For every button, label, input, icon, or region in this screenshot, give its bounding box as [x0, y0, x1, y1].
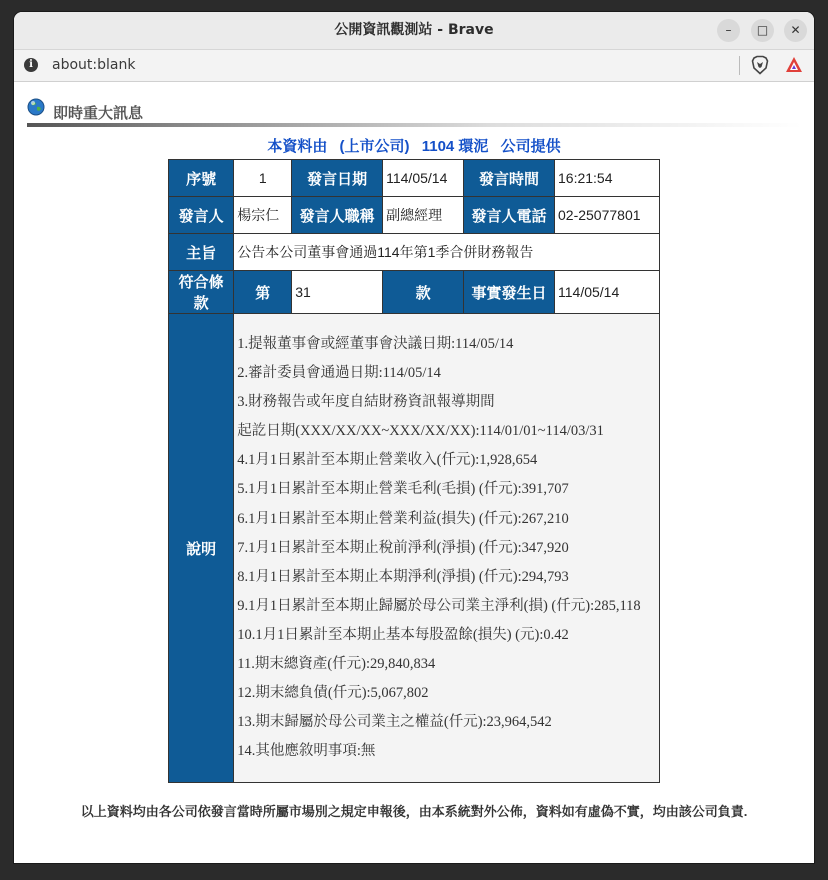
page-content [14, 82, 814, 863]
clause-label: 符合條款 [169, 271, 234, 314]
provider-suffix: 公司提供 [500, 138, 561, 155]
time-value: 16:21:54 [555, 160, 660, 197]
description-lines [237, 330, 656, 766]
minimize-button[interactable]: – [717, 19, 740, 42]
close-button[interactable]: ✕ [784, 19, 807, 42]
description-line: 5.1月1日累計至本期止營業毛利(毛損) (仟元):391,707 [237, 481, 569, 498]
description-line: 14.其他應敘明事項:無 [237, 743, 376, 760]
speaker-value: 楊宗仁 [234, 197, 292, 234]
provider-market: (上市公司) [339, 138, 410, 155]
section-heading [27, 96, 802, 126]
site-info-icon[interactable]: i [24, 58, 38, 72]
speaker-title-value: 副總經理 [383, 197, 464, 234]
date-label: 發言日期 [292, 160, 383, 197]
date-value: 114/05/14 [383, 160, 464, 197]
description-line: 3.財務報告或年度自結財務資訊報導期間 [237, 394, 495, 411]
window-title: 公開資訊觀測站 - Brave [334, 22, 494, 38]
clause-prefix: 第 [234, 271, 292, 314]
description-line: 8.1月1日累計至本期止本期淨利(淨損) (仟元):294,793 [237, 568, 569, 585]
announcement-table [168, 159, 660, 783]
serial-value: 1 [234, 160, 292, 197]
description-line: 9.1月1日累計至本期止歸屬於母公司業主淨利(損) (仟元):285,118 [237, 597, 641, 614]
brave-shields-icon[interactable] [750, 55, 770, 75]
description-value [234, 314, 660, 783]
description-label: 說明 [169, 314, 234, 783]
clause-value: 31 [292, 271, 383, 314]
address-bar [14, 50, 814, 82]
event-date-value: 114/05/14 [555, 271, 660, 314]
description-line: 13.期末歸屬於母公司業主之權益(仟元):23,964,542 [237, 714, 552, 731]
speaker-label: 發言人 [169, 197, 234, 234]
provider-line [14, 135, 814, 156]
title-bar [14, 12, 814, 50]
globe-icon [27, 98, 45, 116]
subject-value: 公告本公司董事會通過114年第1季合併財務報告 [234, 234, 660, 271]
description-line: 10.1月1日累計至本期止基本每股盈餘(損失) (元):0.42 [237, 626, 569, 643]
description-line: 1.提報董事會或經董事會決議日期:114/05/14 [237, 336, 514, 352]
table-row [169, 197, 660, 234]
table-row [169, 160, 660, 197]
divider [739, 56, 740, 75]
description-line: 2.審計委員會通過日期:114/05/14 [237, 365, 441, 382]
table-row [169, 234, 660, 271]
browser-window [14, 12, 814, 863]
provider-company: 1104 環泥 [421, 138, 489, 155]
maximize-button[interactable]: □ [751, 19, 774, 42]
phone-value: 02-25077801 [555, 197, 660, 234]
phone-label: 發言人電話 [464, 197, 555, 234]
description-line: 7.1月1日累計至本期止稅前淨利(淨損) (仟元):347,920 [237, 539, 569, 556]
url-field[interactable]: about:blank [52, 57, 136, 73]
event-date-label: 事實發生日 [464, 271, 555, 314]
description-line: 11.期末總資產(仟元):29,840,834 [237, 656, 436, 673]
clause-suffix: 款 [383, 271, 464, 314]
time-label: 發言時間 [464, 160, 555, 197]
table-row [169, 271, 660, 314]
speaker-title-label: 發言人職稱 [292, 197, 383, 234]
disclaimer-footer: 以上資料均由各公司依發言當時所屬市場別之規定申報後，由本系統對外公佈，資料如有虛偽不實，均由該公司負責. [80, 804, 748, 819]
provider-prefix: 本資料由 [267, 138, 328, 155]
subject-label: 主旨 [169, 234, 234, 271]
table-row [169, 314, 660, 783]
description-line: 起訖日期(XXX/XX/XX~XXX/XX/XX):114/01/01~114/03/31 [237, 423, 604, 440]
section-heading-text: 即時重大訊息 [53, 105, 144, 122]
description-line: 6.1月1日累計至本期止營業利益(損失) (仟元):267,210 [237, 510, 569, 527]
brave-rewards-icon[interactable] [785, 56, 803, 74]
heading-underline [27, 123, 802, 127]
serial-label: 序號 [169, 160, 234, 197]
description-line: 12.期末總負債(仟元):5,067,802 [237, 685, 429, 702]
description-line: 4.1月1日累計至本期止營業收入(仟元):1,928,654 [237, 452, 538, 469]
